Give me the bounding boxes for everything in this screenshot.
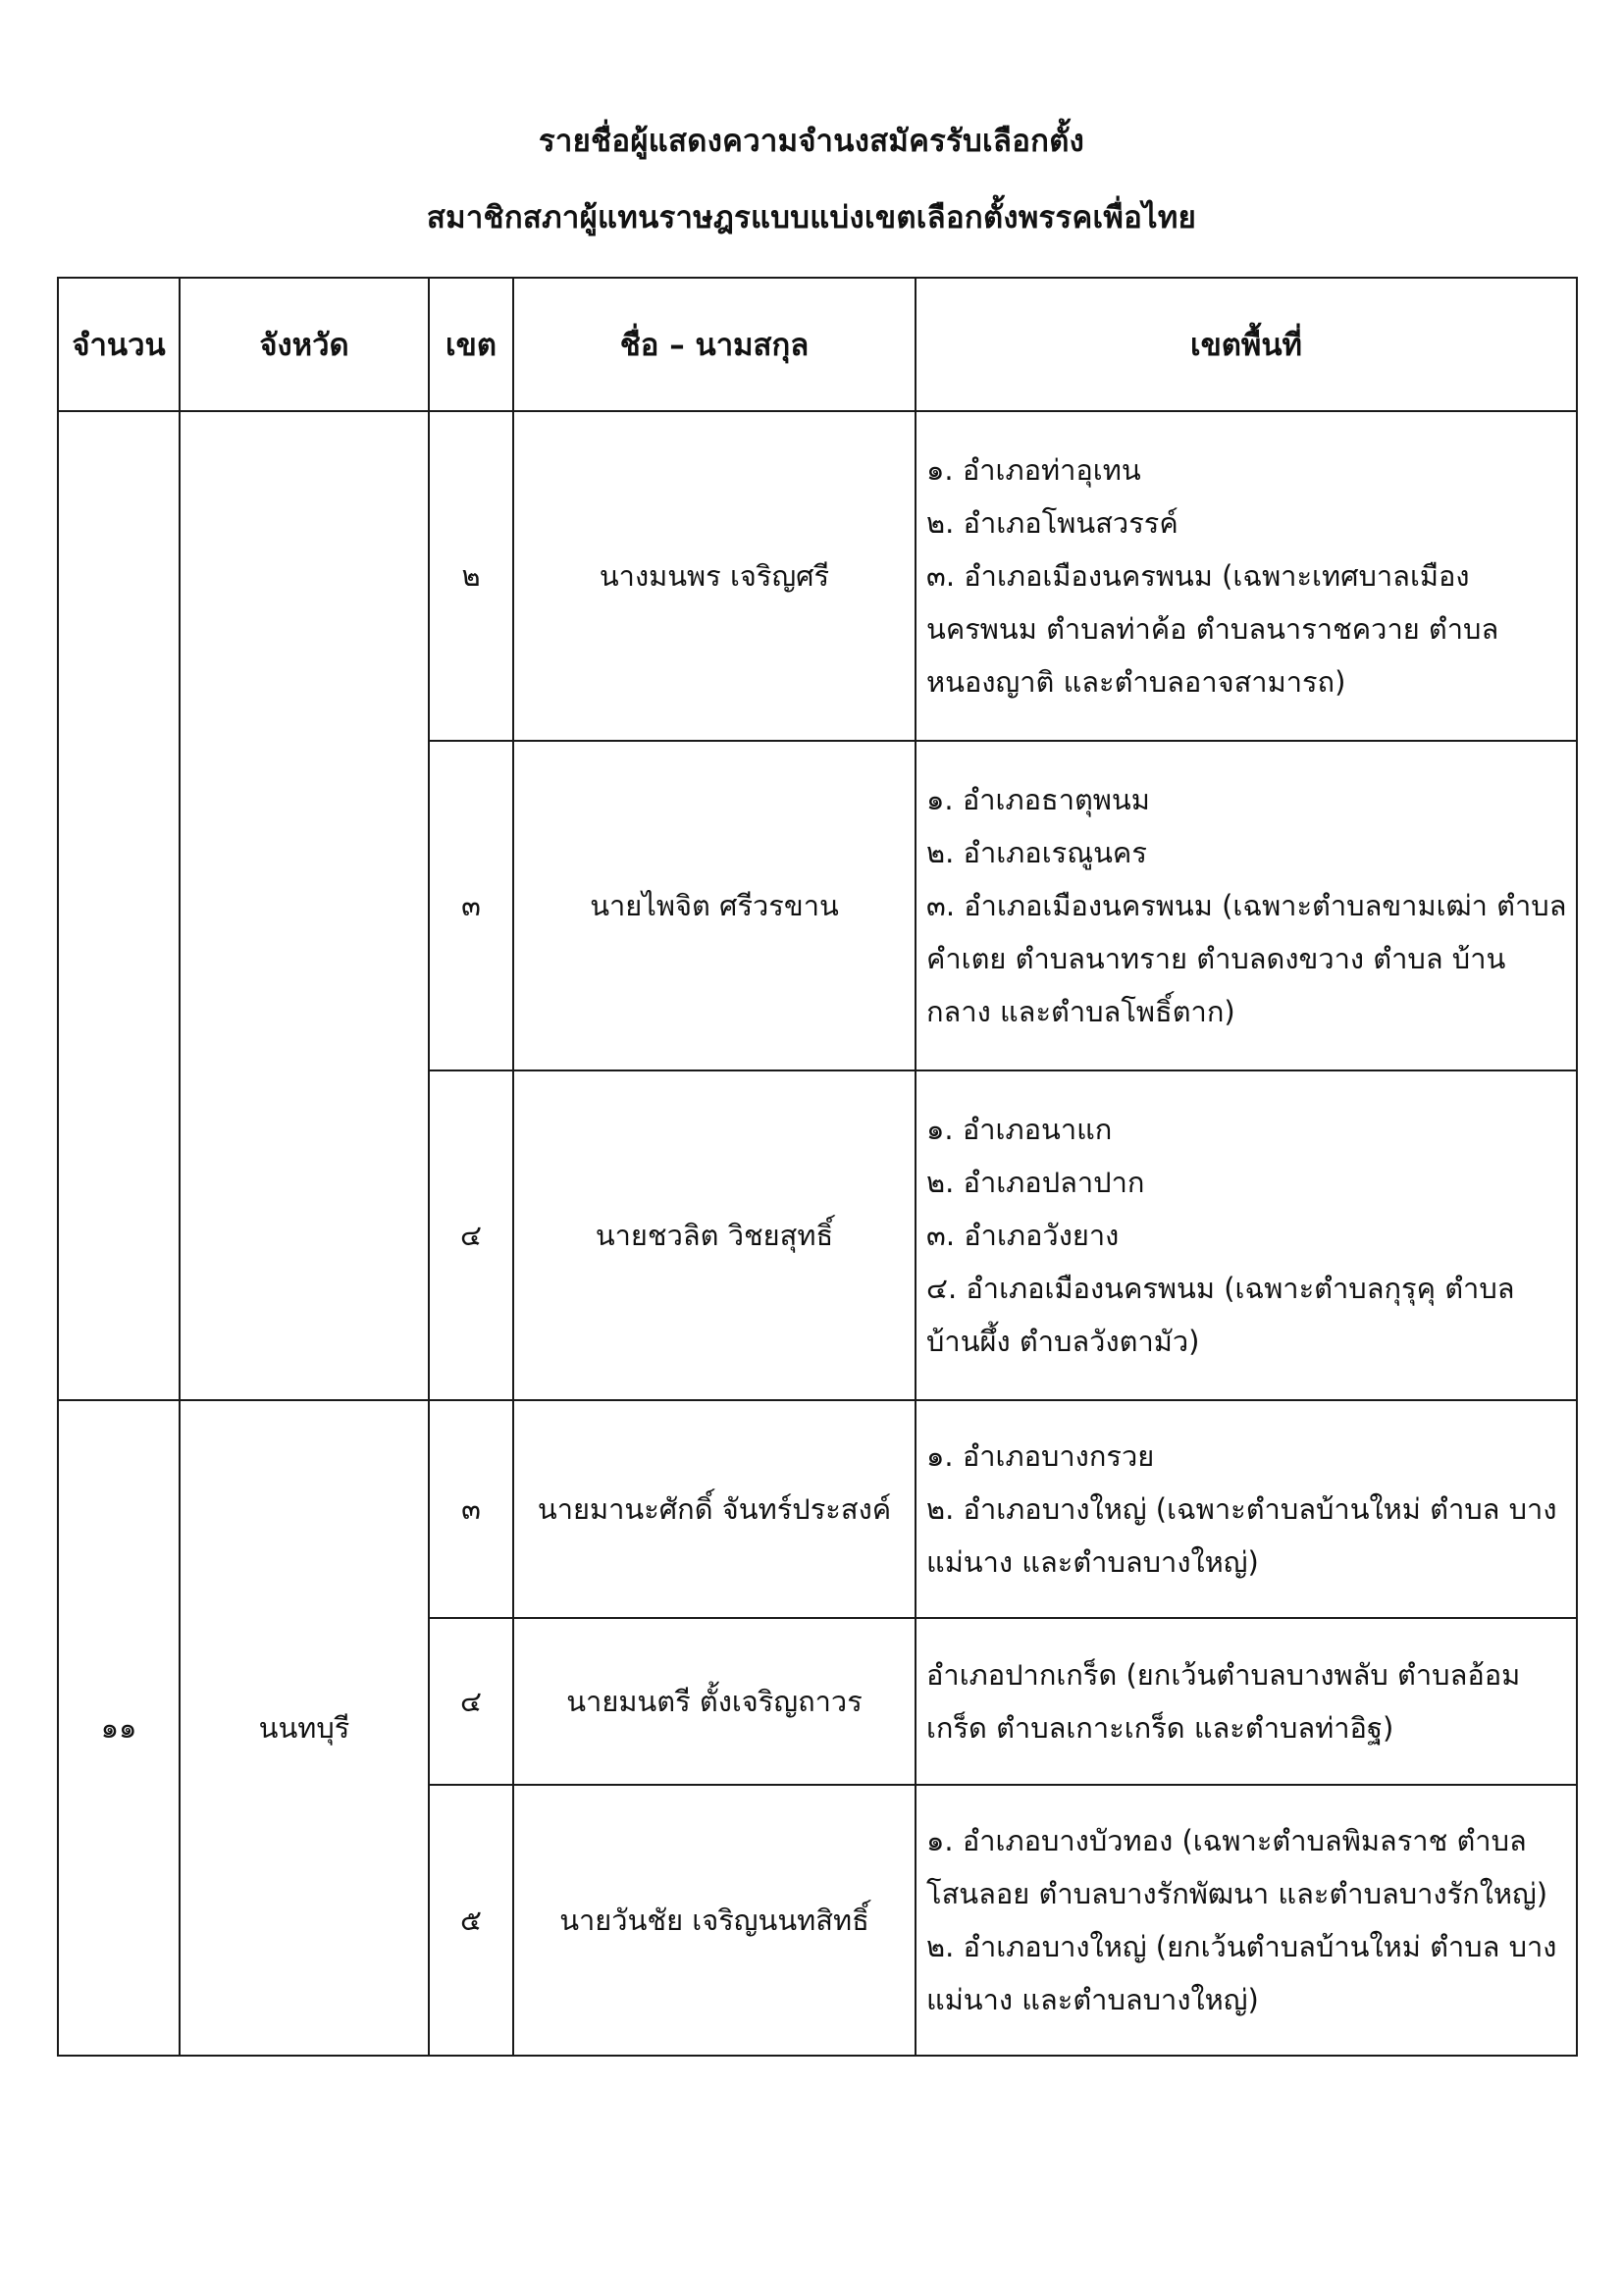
district-cell: ๔: [429, 1070, 513, 1400]
area-line: ๒. อำเภอโพนสวรรค์: [926, 506, 1178, 540]
province-cell-empty: [180, 411, 429, 1400]
name-cell: นายวันชัย เจริญนนทสิทธิ์: [513, 1785, 916, 2056]
name-cell: นายไพจิต ศรีวรขาน: [513, 741, 916, 1070]
district-cell: ๓: [429, 741, 513, 1070]
header-province: จังหวัด: [180, 278, 429, 411]
document-title-line-1: รายชื่อผู้แสดงความจำนงสมัครรับเลือกตั้ง: [538, 124, 1085, 159]
area-line: ๓. อำเภอเมืองนครพนม (เฉพาะเทศบาลเมือง นครพนม ตำบลท่าค้อ ตำบลนาราชควาย ตำบล หนองญาติ และตำบลอาจสามารถ): [926, 559, 1499, 699]
area-cell: [916, 1785, 1577, 2056]
table-row: [58, 1400, 1577, 1618]
province-cell: นนทบุรี: [180, 1400, 429, 2056]
area-cell: [916, 1618, 1577, 1785]
area-line: ๔. อำเภอเมืองนครพนม (เฉพาะตำบลกุรุคุ ตำบล บ้านผึ้ง ตำบลวังตามัว): [926, 1272, 1515, 1358]
area-cell: [916, 1070, 1577, 1400]
area-cell: [916, 411, 1577, 741]
table-row: [58, 411, 1577, 741]
area-line: ๓. อำเภอเมืองนครพนม (เฉพาะตำบลขามเฒ่า ตำบลคำเตย ตำบลนาทราย ตำบลดงขวาง ตำบล บ้านกลาง และตำบลโพธิ์ตาก): [926, 889, 1567, 1028]
header-count: จำนวน: [58, 278, 180, 411]
area-line: ๑. อำเภอธาตุพนม: [926, 783, 1150, 816]
count-cell-empty: [58, 411, 180, 1400]
area-line: ๒. อำเภอบางใหญ่ (เฉพาะตำบลบ้านใหม่ ตำบล บางแม่นาง และตำบลบางใหญ่): [926, 1492, 1557, 1579]
candidate-table: [57, 277, 1578, 2057]
area-line: ๒. อำเภอปลาปาก: [926, 1166, 1145, 1199]
name-cell: นายมนตรี ตั้งเจริญถาวร: [513, 1618, 916, 1785]
area-line: ๒. อำเภอบางใหญ่ (ยกเว้นตำบลบ้านใหม่ ตำบล บางแม่นาง และตำบลบางใหญ่): [926, 1930, 1557, 2016]
header-area: เขตพื้นที่: [916, 278, 1577, 411]
area-line: ๑. อำเภอบางกรวย: [926, 1439, 1155, 1473]
area-line: ๒. อำเภอเรณูนคร: [926, 836, 1147, 869]
area-line: อำเภอปากเกร็ด (ยกเว้นตำบลบางพลับ ตำบลอ้อม เกร็ด ตำบลเกาะเกร็ด และตำบลท่าอิฐ): [926, 1658, 1521, 1745]
district-cell: ๕: [429, 1785, 513, 2056]
district-cell: ๔: [429, 1618, 513, 1785]
name-cell: นายชวลิต วิชยสุทธิ์: [513, 1070, 916, 1400]
district-cell: ๒: [429, 411, 513, 741]
header-row: [58, 278, 1577, 411]
area-line: ๓. อำเภอวังยาง: [926, 1219, 1120, 1252]
name-cell: นายมานะศักดิ์ จันทร์ประสงค์: [513, 1400, 916, 1618]
document-title-line-2: สมาชิกสภาผู้แทนราษฎรแบบแบ่งเขตเลือกตั้งพรรคเพื่อไทย: [426, 200, 1197, 235]
header-name: ชื่อ – นามสกุล: [513, 278, 916, 411]
header-district: เขต: [429, 278, 513, 411]
area-line: ๑. อำเภอบางบัวทอง (เฉพาะตำบลพิมลราช ตำบล โสนลอย ตำบลบางรักพัฒนา และตำบลบางรักใหญ่): [926, 1824, 1548, 1910]
district-cell: ๓: [429, 1400, 513, 1618]
count-cell: ๑๑: [58, 1400, 180, 2056]
area-cell: [916, 741, 1577, 1070]
area-line: ๑. อำเภอนาแก: [926, 1113, 1113, 1146]
area-cell: [916, 1400, 1577, 1618]
name-cell: นางมนพร เจริญศรี: [513, 411, 916, 741]
area-line: ๑. อำเภอท่าอุเทน: [926, 453, 1141, 487]
